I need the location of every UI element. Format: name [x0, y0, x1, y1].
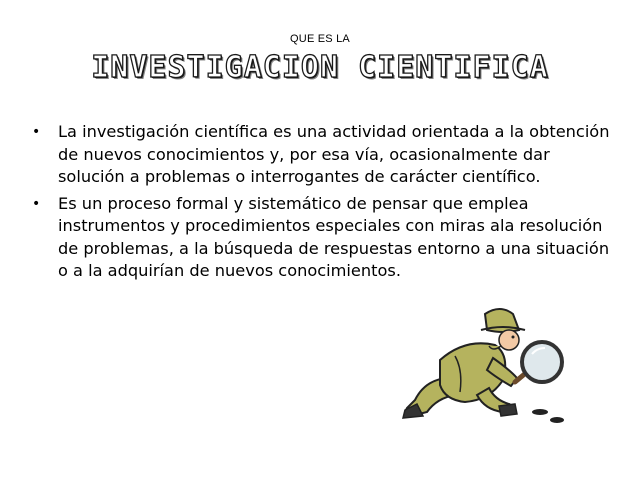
bullet-item	[28, 121, 618, 189]
slide-subtitle: QUE ES LA	[290, 33, 350, 45]
slide-title: INVESTIGACION CIENTIFICA	[91, 50, 549, 85]
detective-with-magnifying-glass-icon	[385, 300, 580, 435]
bullet-dot-icon: •	[32, 195, 41, 212]
bullet-text: La investigación científica es una actividad orientada a la obtención de nuevos conocimientos y, por esa vía, ocasionalmente dar solución a problemas o interrogantes de carácter científico.	[58, 122, 610, 186]
bullet-dot-icon: •	[32, 124, 41, 140]
bullet-list	[28, 121, 618, 287]
footprint-icon	[550, 417, 564, 423]
bullet-text: Es un proceso formal y sistemático de pensar que emplea instrumentos y procedimientos especiales con miras ala resolución de problemas, a la búsqueda de respuestas entorno a una situación o a la adquirían de nuevos conocimientos.	[58, 193, 610, 280]
bullet-item	[28, 193, 618, 283]
footprint-icon	[532, 409, 548, 415]
